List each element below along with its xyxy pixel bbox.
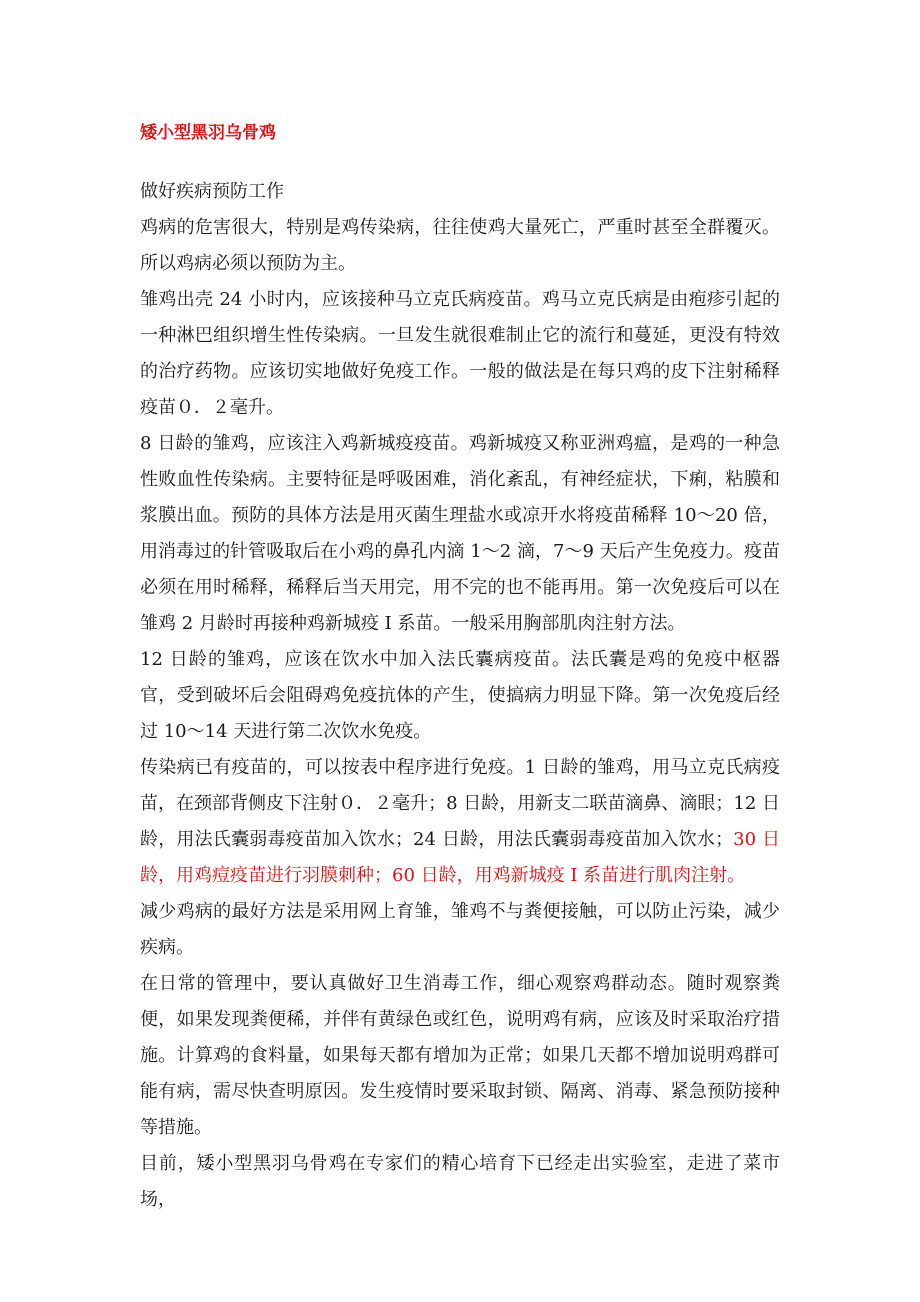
paragraph-text: 雏鸡出壳 24 小时内，应该接种马立克氏病疫苗。鸡马立克氏病是由疱疹引起的一种淋巴组织增生性传染病。一旦发生就很难制止它的流行和蔓延，更没有特效的治疗药物。应该切实地做好免疫工作。一般的做法是在每只鸡的皮下注射稀释疫苗０．２毫升。 (140, 289, 780, 418)
paragraph-bursal-vaccine (140, 642, 780, 750)
paragraph-text: 在日常的管理中，要认真做好卫生消毒工作，细心观察鸡群动态。随时观察粪便，如果发现粪便稀，并伴有黄绿色或红色，说明鸡有病，应该及时采取治疗措施。计算鸡的食料量，如果每天都有增加为正常；如果几天都不增加说明鸡群可能有病，需尽快查明原因。发生疫情时要采取封锁、隔离、消毒、紧急预防接种等措施。 (140, 973, 780, 1138)
section-heading: 做好疾病预防工作 (140, 181, 284, 202)
paragraph-conclusion (140, 1146, 780, 1218)
document-body (140, 118, 780, 1218)
paragraph-text: 鸡病的危害很大，特别是鸡传染病，往往使鸡大量死亡，严重时甚至全群覆灭。所以鸡病必须以预防为主。 (140, 217, 780, 274)
paragraph-newcastle-vaccine (140, 426, 780, 642)
paragraph-text: 传染病已有疫苗的，可以按表中程序进行免疫。1 日龄的雏鸡，用马立克氏病疫苗，在颈部背侧皮下注射０．２毫升；8 日龄，用新支二联苗滴鼻、滴眼；12 日龄，用法氏囊弱毒疫苗加入饮水；24 日龄，用法氏囊弱毒疫苗加入饮水； (140, 757, 780, 850)
paragraph-text: 12 日龄的雏鸡，应该在饮水中加入法氏囊病疫苗。法氏囊是鸡的免疫中枢器官，受到破坏后会阻碍鸡免疫抗体的产生，使搞病力明显下降。第一次免疫后经过 10～14 天进行第二次饮水免疫。 (140, 649, 780, 742)
paragraph-immunization-schedule (140, 750, 780, 894)
highlighted-text: 30 日龄，用鸡痘疫苗进行羽膜刺种；60 日龄，用鸡新城疫 I 系苗进行肌肉注射。 (140, 829, 780, 886)
paragraph-net-brooding (140, 894, 780, 966)
paragraph-text: 目前，矮小型黑羽乌骨鸡在专家们的精心培育下已经走出实验室，走进了菜市场， (140, 1153, 780, 1210)
paragraph-marek-vaccine (140, 282, 780, 426)
paragraph-text: 减少鸡病的最好方法是采用网上育雏，雏鸡不与粪便接触，可以防止污染，减少疾病。 (140, 901, 780, 958)
document-title: 矮小型黑羽乌骨鸡 (140, 123, 276, 143)
paragraph-text: 8 日龄的雏鸡，应该注入鸡新城疫疫苗。鸡新城疫又称亚洲鸡瘟，是鸡的一种急性败血性传染病。主要特征是呼吸困难，消化紊乱，有神经症状，下痢，粘膜和浆膜出血。预防的具体方法是用灭菌生理盐水或凉开水将疫苗稀释 10～20 倍，用消毒过的针管吸取后在小鸡的鼻孔内滴 1～2 滴，7～9 天后产生免疫力。疫苗必须在用时稀释，稀释后当天用完，用不完的也不能再用。第一次免疫后可以在雏鸡 2 月龄时再接种鸡新城疫 I 系苗。一般采用胸部肌肉注射方法。 (140, 433, 780, 634)
paragraph-daily-management (140, 966, 780, 1146)
paragraph-intro (140, 210, 780, 282)
